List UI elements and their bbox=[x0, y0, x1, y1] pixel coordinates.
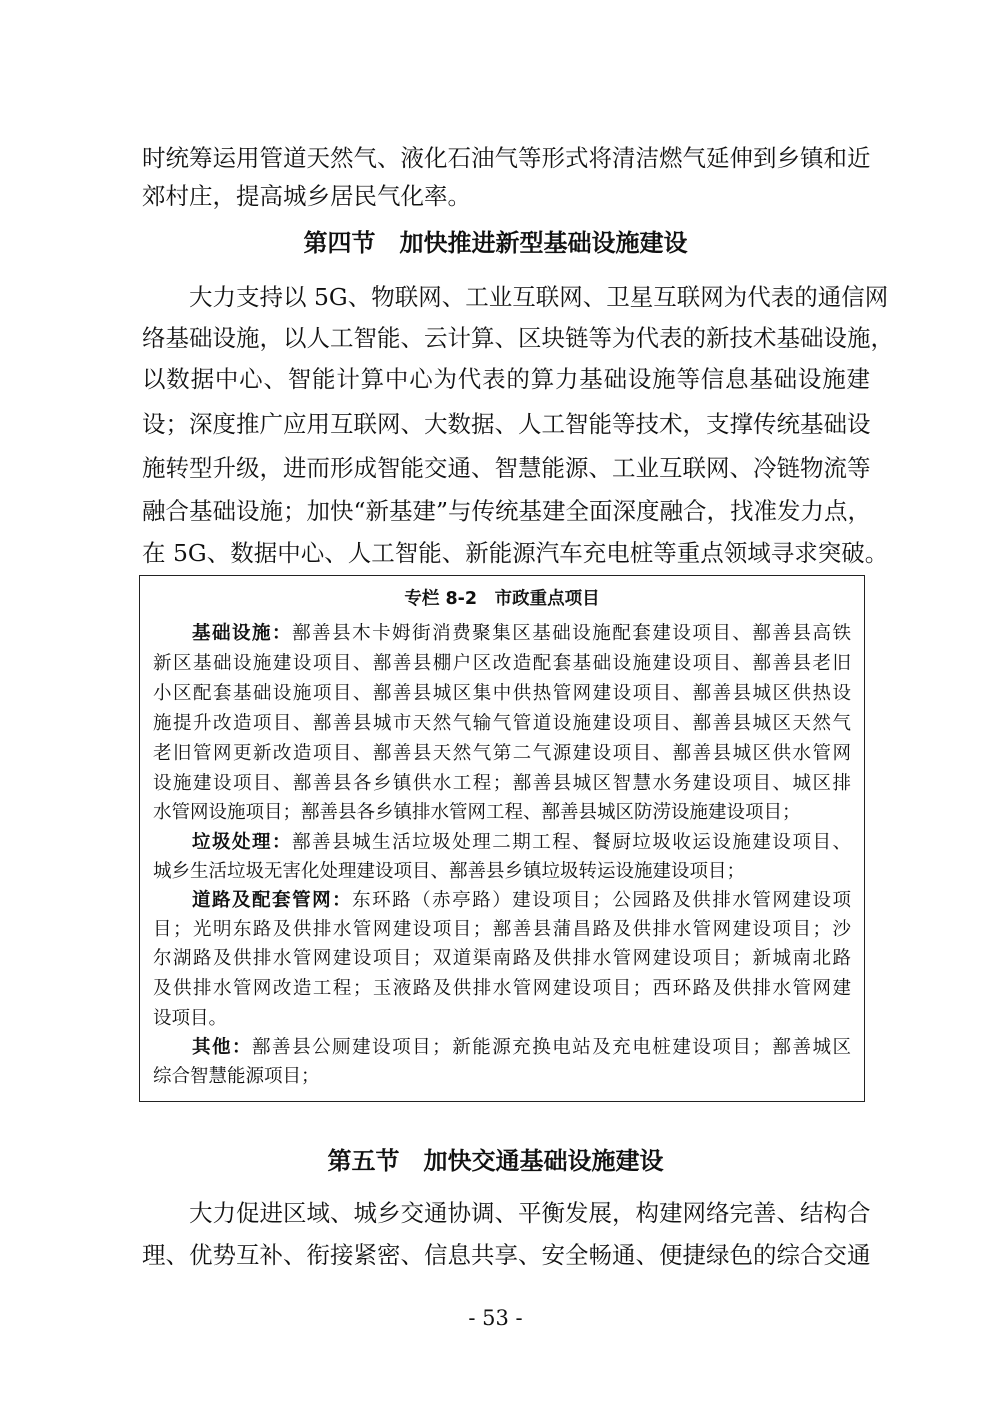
column-box bbox=[139, 575, 865, 1102]
box-text-line: 尔湖路及供排水管网建设项目；双道渠南路及供排水管网建设项目；新城南北路 bbox=[153, 948, 851, 969]
box-text-line: 施提升改造项目、鄯善县城市天然气输气管道设施建设项目、鄯善县城区天然气 bbox=[153, 713, 851, 734]
box-text-line: 目；光明东路及供排水管网建设项目；鄯善县蒲昌路及供排水管网建设项目；沙 bbox=[153, 919, 851, 940]
box-text-line: 基础设施：鄯善县木卡姆街消费聚集区基础设施配套建设项目、鄯善县高铁 bbox=[192, 623, 851, 644]
page-number: - 53 - bbox=[468, 1306, 523, 1330]
body-text-line: 郊村庄，提高城乡居民气化率。 bbox=[142, 182, 471, 210]
body-text-line: 理、优势互补、衔接紧密、信息共享、安全畅通、便捷绿色的综合交通 bbox=[142, 1241, 871, 1269]
body-text-line: 在 5G、数据中心、人工智能、新能源汽车充电桩等重点领域寻求突破。 bbox=[142, 539, 889, 567]
box-text-line: 其他：鄯善县公厕建设项目；新能源充换电站及充电桩建设项目；鄯善城区 bbox=[192, 1037, 851, 1058]
section-heading: 第四节 加快推进新型基础设施建设 bbox=[303, 229, 688, 257]
box-text-line: 城乡生活垃圾无害化处理建设项目、鄯善县乡镇垃圾转运设施建设项目； bbox=[153, 861, 746, 882]
group-label: 基础设施： bbox=[192, 623, 293, 644]
box-text-line: 设项目。 bbox=[153, 1008, 228, 1029]
body-text-line: 以数据中心、智能计算中心为代表的算力基础设施等信息基础设施建 bbox=[142, 365, 870, 393]
box-text-line: 道路及配套管网：东环路（赤亭路）建设项目；公园路及供排水管网建设项 bbox=[192, 890, 851, 911]
body-text-line: 设；深度推广应用互联网、大数据、人工智能等技术，支撑传统基础设 bbox=[142, 410, 871, 438]
group-label: 垃圾处理： bbox=[192, 832, 293, 853]
body-text-line: 融合基础设施；加快“新基建”与传统基建全面深度融合，找准发力点， bbox=[142, 497, 872, 525]
body-text-line: 大力支持以 5G、物联网、工业互联网、卫星互联网为代表的通信网 bbox=[189, 283, 889, 311]
body-text-line: 时统筹运用管道天然气、液化石油气等形式将清洁燃气延伸到乡镇和近 bbox=[142, 144, 871, 172]
box-text-line: 垃圾处理：鄯善县城生活垃圾处理二期工程、餐厨垃圾收运设施建设项目、 bbox=[192, 832, 851, 853]
box-text-line: 新区基础设施建设项目、鄯善县棚户区改造配套基础设施建设项目、鄯善县老旧 bbox=[153, 653, 851, 674]
body-text-line: 络基础设施，以人工智能、云计算、区块链等为代表的新技术基础设施， bbox=[142, 324, 894, 352]
box-text-line: 及供排水管网改造工程；玉液路及供排水管网建设项目；西环路及供排水管网建 bbox=[153, 978, 851, 999]
box-text-line: 水管网设施项目；鄯善县各乡镇排水管网工程、鄯善县城区防涝设施建设项目； bbox=[153, 802, 801, 823]
box-text-line: 综合智慧能源项目； bbox=[153, 1066, 320, 1087]
group-label: 其他： bbox=[192, 1037, 253, 1058]
box-text-line: 小区配套基础设施项目、鄯善县城区集中供热管网建设项目、鄯善县城区供热设 bbox=[153, 683, 851, 704]
box-text-line: 老旧管网更新改造项目、鄯善县天然气第二气源建设项目、鄯善县城区供水管网 bbox=[153, 743, 851, 764]
section-heading: 第五节 加快交通基础设施建设 bbox=[327, 1147, 664, 1175]
box-text-line: 设施建设项目、鄯善县各乡镇供水工程；鄯善县城区智慧水务建设项目、城区排 bbox=[153, 773, 851, 794]
body-text-line: 大力促进区域、城乡交通协调、平衡发展，构建网络完善、结构合 bbox=[189, 1199, 871, 1227]
body-text-line: 施转型升级，进而形成智能交通、智慧能源、工业互联网、冷链物流等 bbox=[142, 454, 871, 482]
column-box-title: 专栏 8-2 市政重点项目 bbox=[404, 589, 600, 609]
group-label: 道路及配套管网： bbox=[192, 890, 353, 911]
